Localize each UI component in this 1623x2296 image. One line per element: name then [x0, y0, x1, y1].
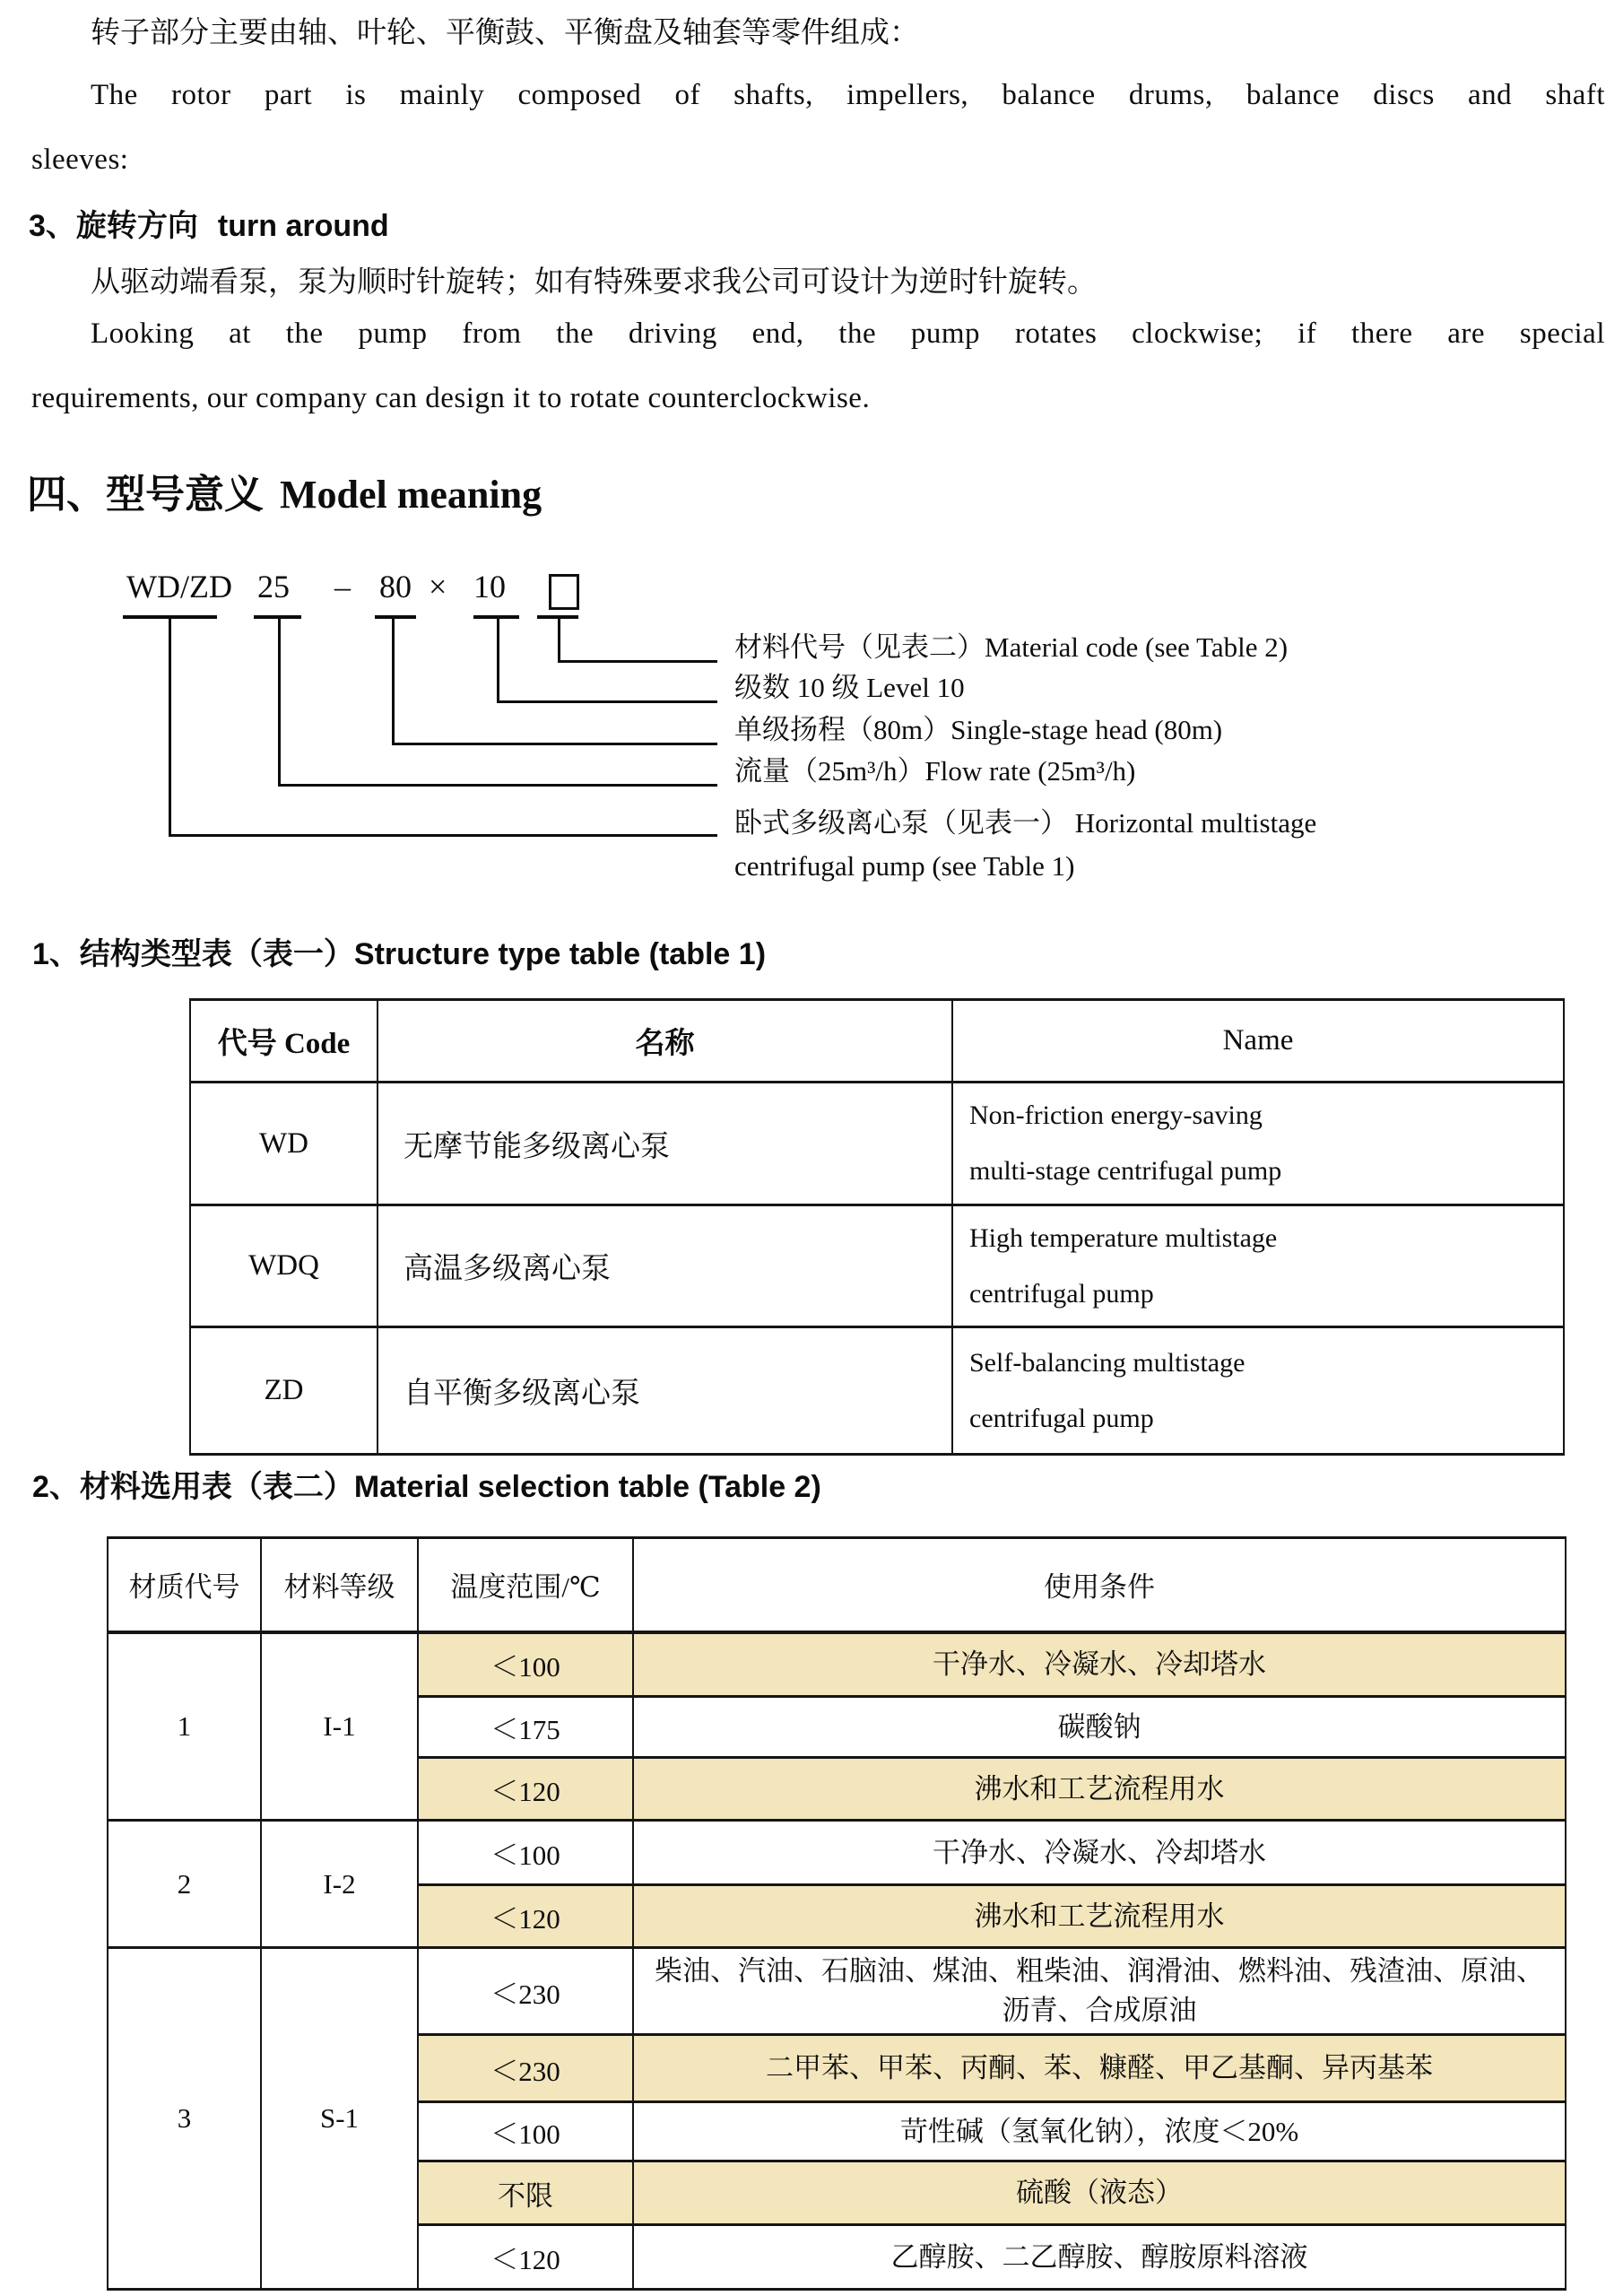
cell-condition: 沸水和工艺流程用水 [633, 1885, 1566, 1948]
th-material-grade: 材料等级 [261, 1538, 418, 1632]
table-row [190, 1083, 1564, 1205]
table-row [190, 1205, 1564, 1327]
material-code-box-icon [549, 574, 579, 610]
cell-condition: 干净水、冷凝水、冷却塔水 [633, 1632, 1566, 1697]
cell-name-en [952, 1327, 1564, 1455]
cell-condition: 硫酸（液态） [633, 2161, 1566, 2225]
cell-code: ZD [190, 1327, 378, 1455]
model-underline [375, 615, 416, 619]
model-label-material: 材料代号（见表二）Material code (see Table 2) [734, 631, 1289, 663]
th-temp-range: 温度范围/℃ [418, 1538, 633, 1632]
section3-heading [29, 201, 389, 245]
table-row [108, 1821, 1566, 1885]
callout-line [497, 700, 717, 703]
cell-temp: ＜120 [418, 1885, 633, 1948]
cell-temp: ＜175 [418, 1697, 633, 1758]
cell-temp: ＜120 [418, 1758, 633, 1821]
cell-material-code: 2 [108, 1821, 261, 1948]
paragraph-rotor-zh: 转子部分主要由轴、叶轮、平衡鼓、平衡盘及轴套等零件组成： [91, 17, 919, 49]
cell-temp: ＜100 [418, 1821, 633, 1885]
cell-material-code: 3 [108, 1948, 261, 2290]
cell-temp: 不限 [418, 2161, 633, 2225]
cell-code: WD [190, 1083, 378, 1205]
cell-condition: 柴油、汽油、石脑油、煤油、粗柴油、润滑油、燃料油、残渣油、原油、沥青、合成原油 [633, 1948, 1566, 2035]
cell-condition: 乙醇胺、二乙醇胺、醇胺原料溶液 [633, 2225, 1566, 2290]
section3-heading-zh: 3、旋转方向 [29, 209, 198, 243]
table-header-row [108, 1538, 1566, 1632]
callout-line [169, 619, 171, 834]
callout-line [392, 619, 395, 743]
callout-line [497, 619, 499, 700]
model-part-series: WD/ZD [126, 569, 232, 604]
cell-code: WDQ [190, 1205, 378, 1327]
th-name-en: Name [952, 1000, 1564, 1083]
cell-temp: ＜100 [418, 1632, 633, 1697]
table-row [108, 1632, 1566, 1697]
table1-heading-zh: 1、结构类型表（表一） [32, 937, 354, 971]
model-part-dash: – [334, 569, 351, 604]
callout-line [558, 660, 717, 663]
cell-temp: ＜230 [418, 1948, 633, 2035]
cell-material-code: 1 [108, 1632, 261, 1821]
callout-line [169, 834, 717, 837]
section4-heading-zh: 四、型号意义 [27, 473, 264, 517]
model-label-stages: 级数 10 级 Level 10 [734, 672, 965, 703]
callout-line [278, 619, 281, 784]
cell-condition: 沸水和工艺流程用水 [633, 1758, 1566, 1821]
th-code: 代号 Code [190, 1000, 378, 1083]
table2-heading [32, 1462, 821, 1506]
section4-heading [27, 462, 542, 519]
cell-name-zh: 无摩节能多级离心泵 [378, 1083, 952, 1205]
cell-temp: ＜230 [418, 2035, 633, 2102]
cell-temp: ＜100 [418, 2102, 633, 2161]
cell-material-grade: I-2 [261, 1821, 418, 1948]
paragraph-line: The rotor part is mainly composed of shafts, impellers, balance drums, balance discs and shaft [91, 79, 1605, 111]
cell-condition: 碳酸钠 [633, 1697, 1566, 1758]
model-part-flow: 25 [257, 569, 290, 604]
callout-line [392, 743, 717, 745]
paragraph-rotation-en [31, 301, 1605, 430]
th-name-zh: 名称 [378, 1000, 952, 1083]
table-row [108, 1948, 1566, 2035]
cell-condition: 苛性碱（氢氧化钠），浓度＜20% [633, 2102, 1566, 2161]
cell-material-grade: I-1 [261, 1632, 418, 1821]
table-header-row [190, 1000, 1564, 1083]
cell-condition: 二甲苯、甲苯、丙酮、苯、糠醛、甲乙基酮、异丙基苯 [633, 2035, 1566, 2102]
table2-heading-zh: 2、材料选用表（表二） [32, 1470, 354, 1504]
cell-name-zh: 高温多级离心泵 [378, 1205, 952, 1327]
paragraph-rotor-en [31, 63, 1605, 192]
cell-condition: 干净水、冷凝水、冷却塔水 [633, 1821, 1566, 1885]
table-row [190, 1327, 1564, 1455]
paragraph-line: sleeves: [31, 144, 129, 176]
cell-line: Non-friction energy-saving [969, 1100, 1263, 1130]
callout-line [278, 784, 717, 787]
section4-heading-en: Model meaning [280, 473, 542, 517]
th-material-code: 材质代号 [108, 1538, 261, 1632]
table1-heading-en: Structure type table (table 1) [353, 937, 767, 971]
cell-material-grade: S-1 [261, 1948, 418, 2290]
cell-name-en [952, 1083, 1564, 1205]
cell-line: Self-balancing multistage [969, 1347, 1245, 1378]
callout-line [558, 619, 560, 660]
cell-line: High temperature multistage [969, 1222, 1278, 1253]
cell-name-en [952, 1205, 1564, 1327]
paragraph-line: Looking at the pump from the driving end, the pump rotates clockwise; if there are special [91, 317, 1605, 350]
cell-temp: ＜120 [418, 2225, 633, 2290]
cell-line: centrifugal pump [969, 1403, 1154, 1433]
model-part-stages: 10 [473, 569, 506, 604]
cell-line: multi-stage centrifugal pump [969, 1156, 1282, 1186]
model-label-flow: 流量（25m³/h）Flow rate (25m³/h) [734, 755, 1136, 787]
table1-heading [32, 929, 766, 973]
model-label-head: 单级扬程（80m）Single-stage head (80m) [734, 714, 1223, 745]
th-conditions: 使用条件 [633, 1538, 1566, 1632]
model-label-type: 卧式多级离心泵（见表一） Horizontal multistage centrifugal pump (see Table 1) [734, 807, 1317, 882]
cell-name-zh: 自平衡多级离心泵 [378, 1327, 952, 1455]
section3-heading-en: turn around [217, 209, 389, 243]
cell-line: centrifugal pump [969, 1278, 1154, 1309]
model-part-times: × [429, 569, 447, 604]
material-selection-table [107, 1536, 1567, 2291]
table2-heading-en: Material selection table (Table 2) [353, 1470, 821, 1504]
model-part-head: 80 [379, 569, 412, 604]
paragraph-line: requirements, our company can design it to rotate counterclockwise. [31, 382, 871, 414]
paragraph-rotation-zh: 从驱动端看泵，泵为顺时针旋转；如有特殊要求我公司可设计为逆时针旋转。 [91, 266, 1097, 299]
structure-type-table [189, 998, 1565, 1456]
